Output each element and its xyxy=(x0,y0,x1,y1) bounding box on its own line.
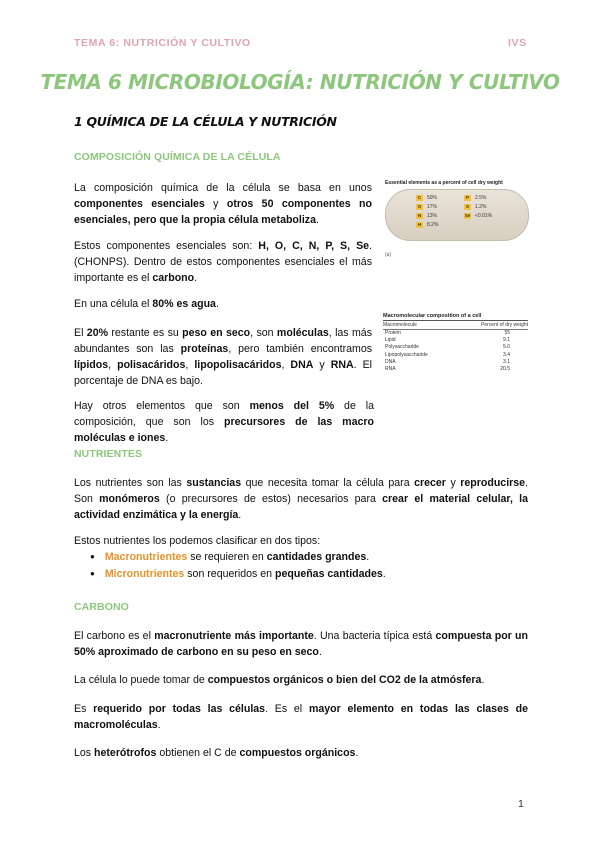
nutrients-paragraph: Los nutrientes son las sustancias que necesita tomar la célula para crecer y reproducirse. Son monómeros (o precursores de estos) necesarios para crear el material celular, la actividad enzimática y la energía. xyxy=(74,477,529,521)
element-entry: O 17% xyxy=(417,204,438,210)
essential-elements-figure xyxy=(385,180,527,260)
composition-paragraph: En una célula el 80% es agua. xyxy=(74,298,219,310)
carbon-paragraph: La célula lo puede tomar de compuestos orgánicos o bien del CO2 de la atmósfera. xyxy=(74,674,485,686)
table-row: Lipid 9.1 xyxy=(385,337,510,344)
column-header: Percent of dry weight xyxy=(481,322,528,328)
element-entry: N 13% xyxy=(417,213,438,219)
element-entry: H 8.2% xyxy=(417,222,439,228)
nutrient-types-list xyxy=(90,549,386,583)
table-row: Protein 55 xyxy=(385,330,510,336)
element-entry: P 2.5% xyxy=(465,195,487,201)
composition-heading: COMPOSICIÓN QUÍMICA DE LA CÉLULA xyxy=(74,151,281,163)
list-item: ● Micronutrientes son requeridos en pequeñas cantidades. xyxy=(90,566,386,583)
column-header: Macromolecule xyxy=(383,322,417,328)
table-header xyxy=(383,321,528,330)
carbon-paragraph: Es requerido por todas las células. Es el mayor elemento en todas las clases de macromoléculas. xyxy=(74,703,528,731)
carbon-paragraph: El carbono es el macronutriente más importante. Una bacteria típica está compuesta por un 50% aproximado de carbono en su peso en seco. xyxy=(74,630,528,658)
header-left: TEMA 6: NUTRICIÓN Y CULTIVO xyxy=(74,37,251,49)
carbon-heading: CARBONO xyxy=(74,601,129,613)
composition-paragraph: Hay otros elementos que son menos del 5% de la composición, que son los precursores de las macro moléculas e iones. xyxy=(74,400,374,444)
document-title: TEMA 6 MICROBIOLOGÍA: NUTRICIÓN Y CULTIVO xyxy=(40,70,560,94)
macromolecular-table xyxy=(383,313,528,403)
element-entry: Se <0.01% xyxy=(464,213,493,219)
header-right: IVS xyxy=(508,37,527,49)
table-row: Lipopolysaccharide 3.4 xyxy=(385,351,510,358)
figure-label: (a) xyxy=(385,252,392,258)
capsule-graphic xyxy=(385,189,529,241)
composition-paragraph: El 20% restante es su peso en seco, son moléculas, las más abundantes son las proteínas, pero también encontramos lípidos, polisacáridos, lipopolisacáridos, DNA y RNA. El porcentaje de DNA es bajo. xyxy=(74,327,373,387)
table-row: Polysaccharide 5.0 xyxy=(385,344,510,351)
composition-paragraph: La composición química de la célula se basa en unos componentes esenciales y otros 50 componentes no esenciales, pero que la propia célula metaboliza. xyxy=(74,182,372,226)
figure-caption: Essential elements as a percent of cell dry weight xyxy=(385,180,503,186)
table-row: RNA 20.5 xyxy=(385,366,510,373)
nutrients-intro: Estos nutrientes los podemos clasificar en dos tipos: xyxy=(74,535,321,547)
element-entry: S 1.2% xyxy=(465,204,487,210)
element-entry: C 50% xyxy=(417,195,438,201)
carbon-paragraph: Los heterótrofos obtienen el C de compuestos orgánicos. xyxy=(74,747,359,759)
section-heading: 1 QUÍMICA DE LA CÉLULA Y NUTRICIÓN xyxy=(74,114,337,129)
table-row: DNA 3.1 xyxy=(385,358,510,365)
nutrients-heading: NUTRIENTES xyxy=(74,448,143,460)
list-item: ● Macronutrientes se requieren en cantidades grandes. xyxy=(90,549,386,566)
page-number: 1 xyxy=(518,798,524,810)
table-title: Macromolecular composition of a cell xyxy=(383,313,528,321)
composition-paragraph: Estos componentes esenciales son: H, O, C, N, P, S, Se. (CHONPS). Dentro de estos componentes esenciales el más importante es el carbono. xyxy=(74,240,372,284)
